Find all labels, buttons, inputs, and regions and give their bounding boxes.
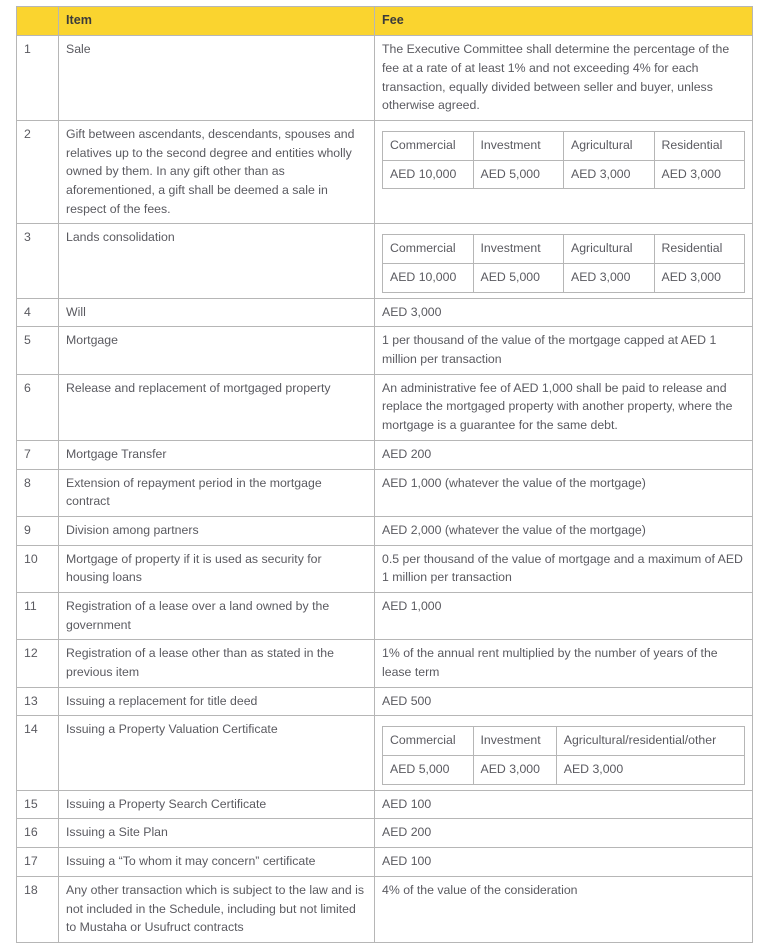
- row-number: 15: [17, 790, 59, 819]
- row-fee-breakdown: [375, 120, 753, 223]
- row-fee: AED 1,000 (whatever the value of the mortgage): [375, 469, 753, 516]
- row-item: Issuing a Site Plan: [59, 819, 375, 848]
- table-row: [17, 327, 753, 374]
- row-item: Lands consolidation: [59, 224, 375, 298]
- row-item: Issuing a Property Valuation Certificate: [59, 716, 375, 790]
- table-row: [17, 120, 753, 223]
- row-fee: AED 500: [375, 687, 753, 716]
- row-fee: AED 100: [375, 790, 753, 819]
- fee-amount: AED 5,000: [473, 160, 564, 189]
- fee-amount: AED 5,000: [383, 756, 474, 785]
- row-fee: 0.5 per thousand of the value of mortgage and a maximum of AED 1 million per transaction: [375, 545, 753, 592]
- row-item: Sale: [59, 36, 375, 121]
- row-fee: The Executive Committee shall determine the percentage of the fee at a rate of at least 1% and not exceeding 4% for each transaction, equally divided between seller and buyer, unless otherwise agreed.: [375, 36, 753, 121]
- table-row: [17, 790, 753, 819]
- fee-breakdown-amounts: [383, 756, 745, 785]
- table-row: [17, 224, 753, 298]
- fee-amount: AED 3,000: [654, 264, 745, 293]
- row-item: Any other transaction which is subject to the law and is not included in the Schedule, including but not limited to Mustaha or Usufruct contracts: [59, 876, 375, 942]
- row-fee: 4% of the value of the consideration: [375, 876, 753, 942]
- row-number: 4: [17, 298, 59, 327]
- table-header: [17, 7, 753, 36]
- row-number: 18: [17, 876, 59, 942]
- row-fee: AED 1,000: [375, 592, 753, 639]
- fee-category: Residential: [654, 235, 745, 264]
- row-number: 3: [17, 224, 59, 298]
- row-number: 14: [17, 716, 59, 790]
- column-header-item: Item: [59, 7, 375, 36]
- fee-category: Investment: [473, 131, 564, 160]
- table-row: [17, 876, 753, 942]
- fee-breakdown-table: [382, 131, 745, 189]
- fee-amount: AED 3,000: [564, 264, 655, 293]
- row-number: 5: [17, 327, 59, 374]
- fee-breakdown-amounts: [383, 264, 745, 293]
- fee-amount: AED 10,000: [383, 264, 474, 293]
- row-item: Mortgage: [59, 327, 375, 374]
- row-item: Registration of a lease other than as stated in the previous item: [59, 640, 375, 687]
- row-item: Division among partners: [59, 516, 375, 545]
- row-fee: 1% of the annual rent multiplied by the number of years of the lease term: [375, 640, 753, 687]
- fee-category: Agricultural: [564, 235, 655, 264]
- fee-amount: AED 3,000: [564, 160, 655, 189]
- fee-breakdown-amounts: [383, 160, 745, 189]
- row-fee: 1 per thousand of the value of the mortgage capped at AED 1 million per transaction: [375, 327, 753, 374]
- table-row: [17, 469, 753, 516]
- row-number: 10: [17, 545, 59, 592]
- fee-category: Commercial: [383, 727, 474, 756]
- fee-amount: AED 5,000: [473, 264, 564, 293]
- table-row: [17, 440, 753, 469]
- fee-breakdown-categories: [383, 131, 745, 160]
- row-number: 13: [17, 687, 59, 716]
- row-item: Mortgage of property if it is used as security for housing loans: [59, 545, 375, 592]
- row-item: Issuing a “To whom it may concern” certificate: [59, 848, 375, 877]
- row-number: 2: [17, 120, 59, 223]
- fee-breakdown-categories: [383, 235, 745, 264]
- fee-breakdown-table: [382, 234, 745, 292]
- fee-category: Agricultural/residential/other: [556, 727, 744, 756]
- table-row: [17, 640, 753, 687]
- row-fee: AED 3,000: [375, 298, 753, 327]
- table-row: [17, 819, 753, 848]
- table-row: [17, 545, 753, 592]
- fee-amount: AED 3,000: [473, 756, 556, 785]
- row-item: Will: [59, 298, 375, 327]
- table-row: [17, 298, 753, 327]
- row-fee: AED 200: [375, 440, 753, 469]
- row-number: 11: [17, 592, 59, 639]
- row-fee-breakdown: [375, 716, 753, 790]
- row-item: Release and replacement of mortgaged property: [59, 374, 375, 440]
- row-fee: AED 100: [375, 848, 753, 877]
- row-item: Gift between ascendants, descendants, spouses and relatives up to the second degree and entities wholly owned by them. In any gift other than as aforementioned, a gift shall be deemed a sale in respect of the fees.: [59, 120, 375, 223]
- row-item: Registration of a lease over a land owned by the government: [59, 592, 375, 639]
- table-row: [17, 374, 753, 440]
- table-body: [17, 36, 753, 943]
- fee-category: Commercial: [383, 131, 474, 160]
- fee-category: Investment: [473, 235, 564, 264]
- row-item: Mortgage Transfer: [59, 440, 375, 469]
- row-number: 8: [17, 469, 59, 516]
- row-number: 12: [17, 640, 59, 687]
- row-fee: AED 200: [375, 819, 753, 848]
- table-header-row: [17, 7, 753, 36]
- row-item: Issuing a replacement for title deed: [59, 687, 375, 716]
- row-fee: An administrative fee of AED 1,000 shall be paid to release and replace the mortgaged property with another property, where the mortgage is a guarantee for the same debt.: [375, 374, 753, 440]
- table-row: [17, 687, 753, 716]
- fee-category: Investment: [473, 727, 556, 756]
- fee-amount: AED 10,000: [383, 160, 474, 189]
- row-item: Issuing a Property Search Certificate: [59, 790, 375, 819]
- table-row: [17, 592, 753, 639]
- row-number: 16: [17, 819, 59, 848]
- fee-breakdown-categories: [383, 727, 745, 756]
- fee-breakdown-table: [382, 726, 745, 784]
- row-item: Extension of repayment period in the mortgage contract: [59, 469, 375, 516]
- row-fee-breakdown: [375, 224, 753, 298]
- table-row: [17, 516, 753, 545]
- row-number: 9: [17, 516, 59, 545]
- row-number: 1: [17, 36, 59, 121]
- row-number: 7: [17, 440, 59, 469]
- table-row: [17, 716, 753, 790]
- table-row: [17, 36, 753, 121]
- column-header-fee: Fee: [375, 7, 753, 36]
- column-header-number: [17, 7, 59, 36]
- fee-amount: AED 3,000: [654, 160, 745, 189]
- fee-amount: AED 3,000: [556, 756, 744, 785]
- row-fee: AED 2,000 (whatever the value of the mortgage): [375, 516, 753, 545]
- fee-category: Residential: [654, 131, 745, 160]
- fee-category: Agricultural: [564, 131, 655, 160]
- row-number: 17: [17, 848, 59, 877]
- fee-schedule-table: [16, 6, 753, 943]
- row-number: 6: [17, 374, 59, 440]
- table-row: [17, 848, 753, 877]
- fee-category: Commercial: [383, 235, 474, 264]
